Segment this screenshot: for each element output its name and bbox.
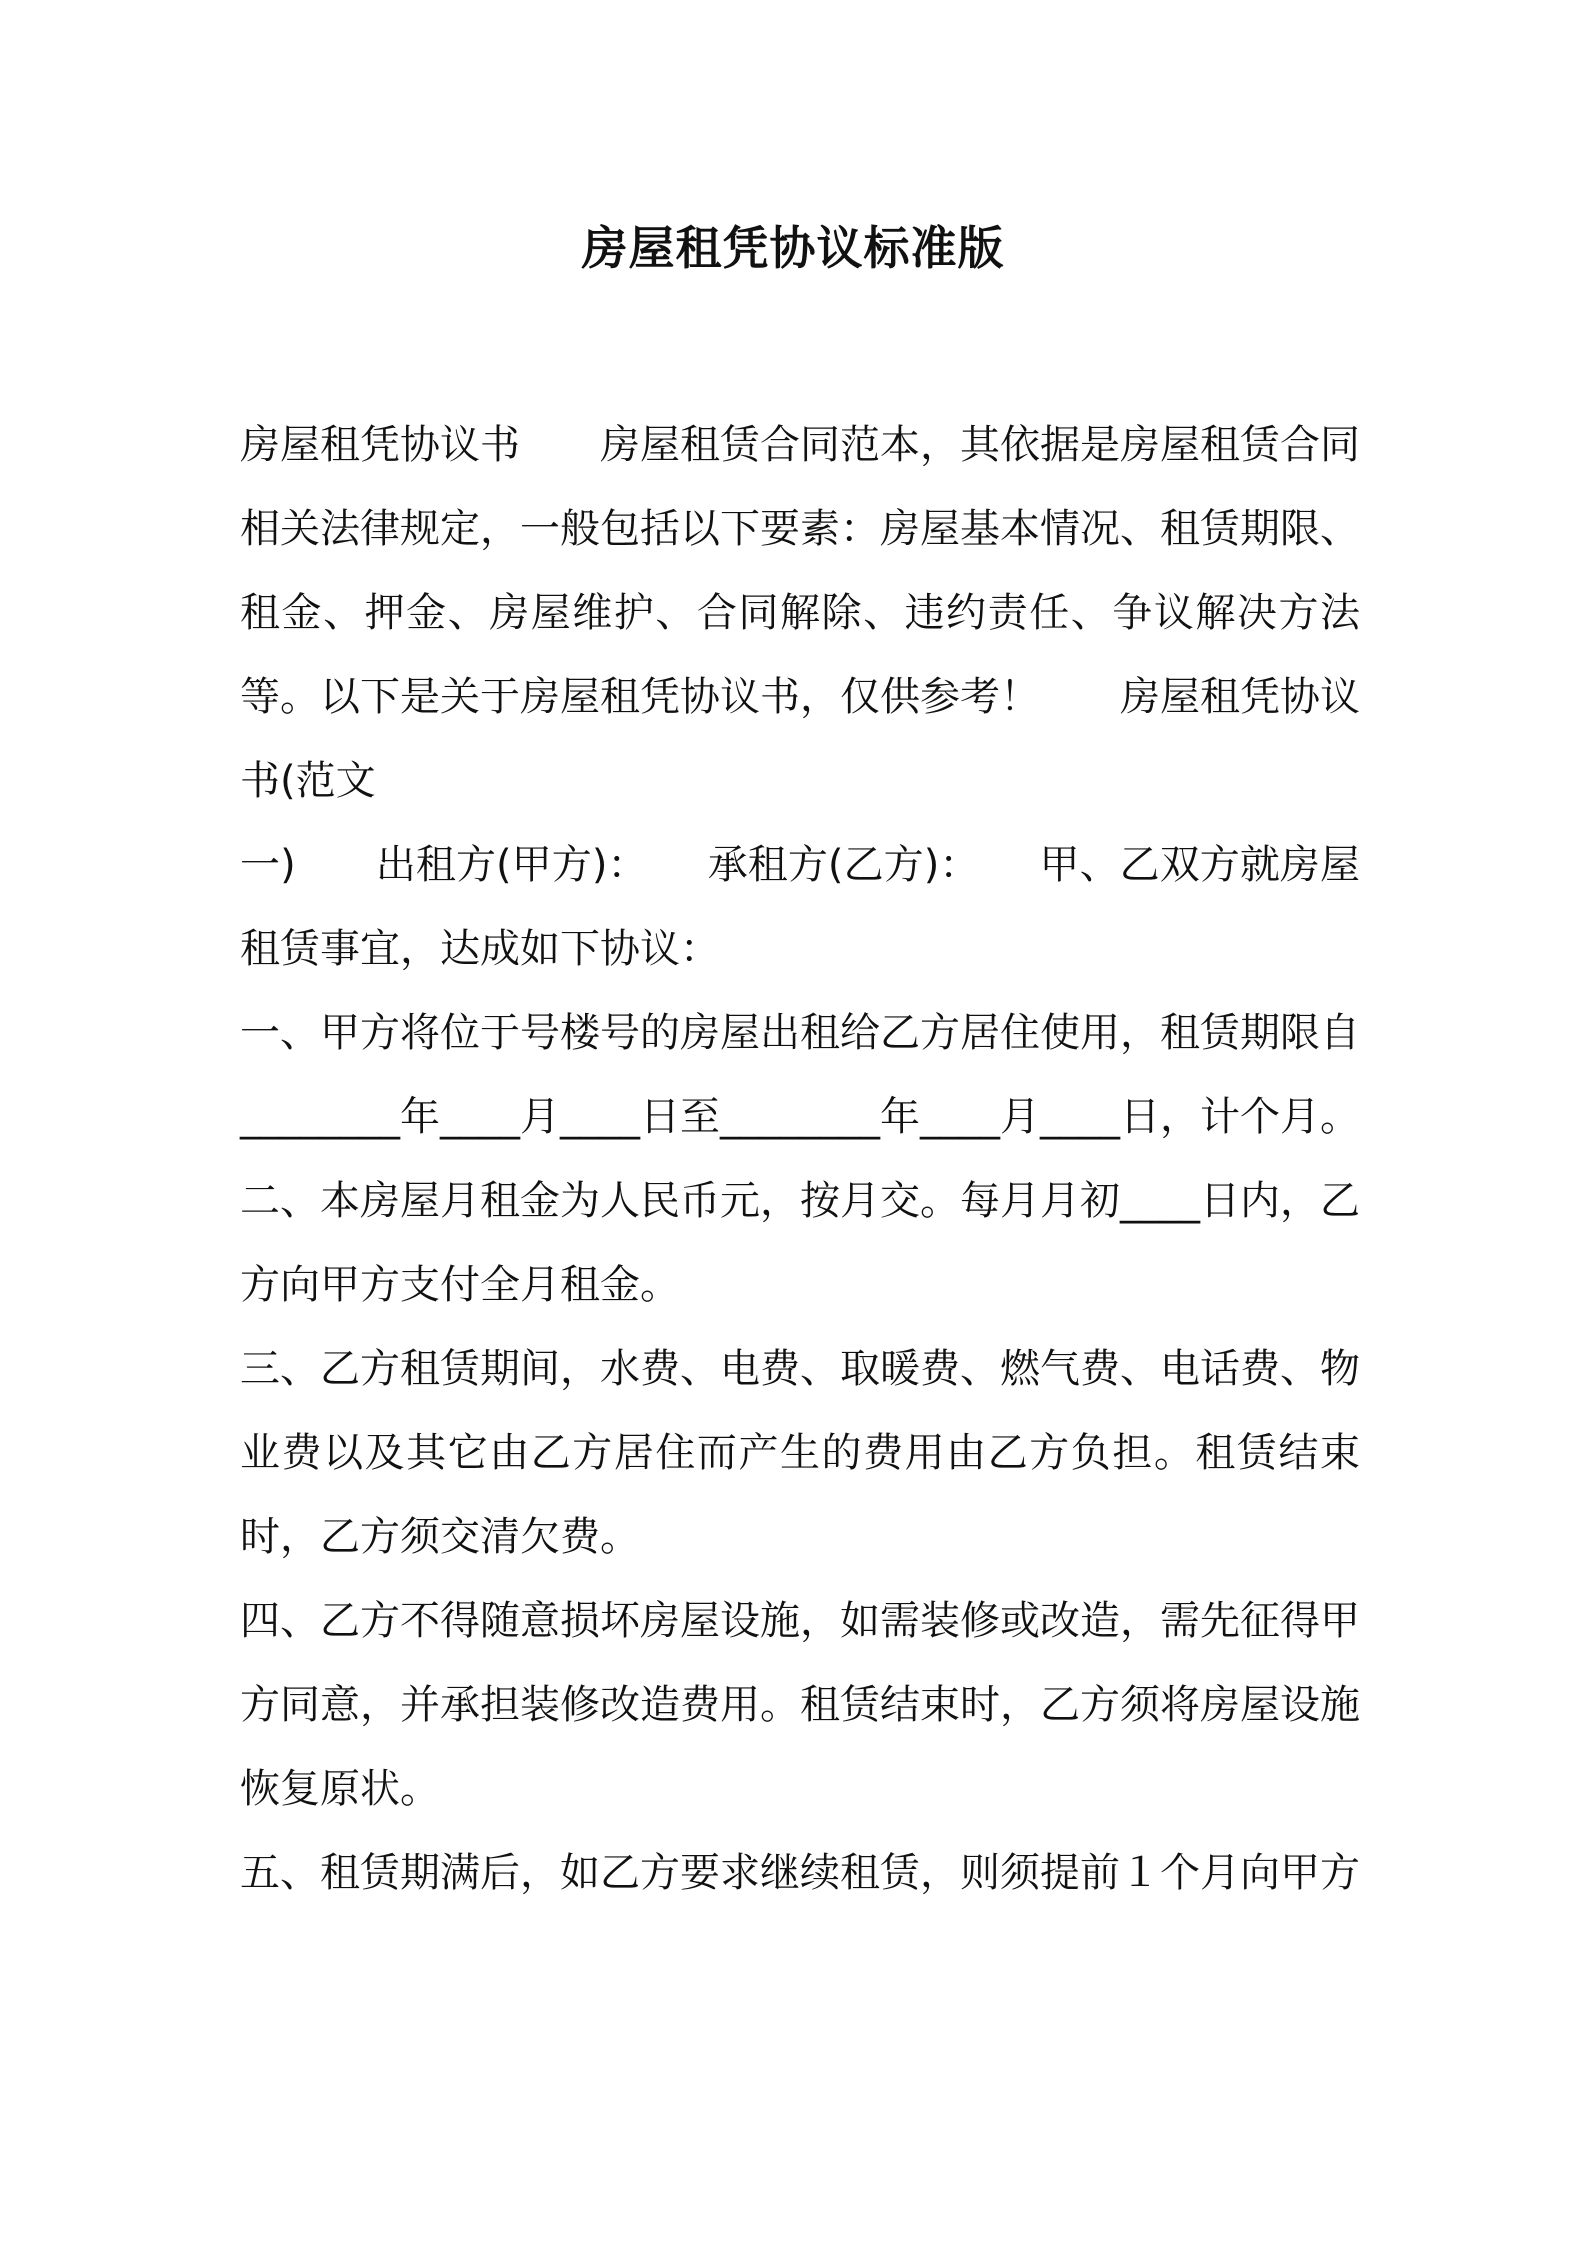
document-body	[240, 403, 1360, 1915]
clause-4: 四、乙方不得随意损坏房屋设施，如需装修或改造，需先征得甲方同意，并承担装修改造费用。租赁结束时，乙方须将房屋设施恢复原状。	[240, 1598, 1360, 1812]
clause-3: 三、乙方租赁期间，水费、电费、取暖费、燃气费、电话费、物业费以及其它由乙方居住而产生的费用由乙方负担。租赁结束时，乙方须交清欠费。	[240, 1346, 1360, 1560]
clause-5: 五、租赁期满后，如乙方要求继续租赁，则须提前１个月向甲方	[240, 1850, 1360, 1896]
paragraph-parties: 一) 出租方(甲方)： 承租方(乙方)： 甲、乙双方就房屋租赁事宜，达成如下协议：	[240, 842, 1360, 972]
document-title: 房屋租凭协议标准版	[581, 221, 1005, 275]
clause-2: 二、本房屋月租金为人民币元，按月交。每月月初____日内，乙方向甲方支付全月租金。	[240, 1178, 1360, 1308]
paragraph-intro: 房屋租凭协议书 房屋租赁合同范本，其依据是房屋租赁合同相关法律规定，一般包括以下要素：房屋基本情况、租赁期限、租金、押金、房屋维护、合同解除、违约责任、争议解决方法等。以下是关于房屋租凭协议书，仅供参考！ 房屋租凭协议书(范文	[240, 422, 1360, 804]
clause-1: 一、甲方将位于号楼号的房屋出租给乙方居住使用，租赁期限自________年____月____日至________年____月____日，计个月。	[240, 1010, 1360, 1140]
